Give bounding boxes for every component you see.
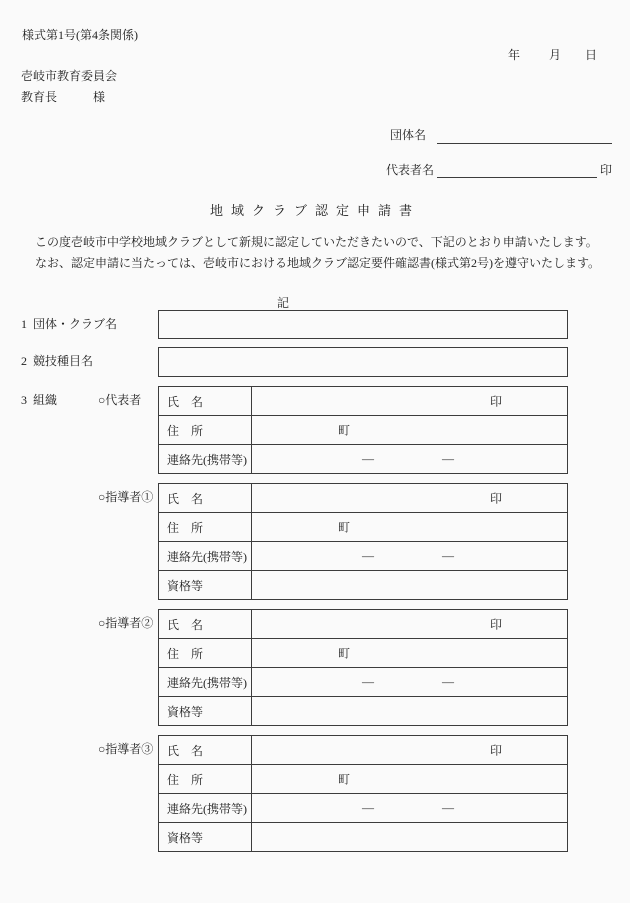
form-number: 様式第1号(第4条関係) [22,28,138,42]
item2-number: 2 [21,354,27,368]
org-row [159,764,567,793]
org-row-value-field[interactable] [252,823,567,851]
phone-dash: ― [442,548,454,563]
org-row-value-field[interactable] [252,794,567,822]
org-row-value-field[interactable] [252,484,567,512]
org-row [159,387,567,415]
town-placeholder: 町 [338,772,351,787]
phone-dash: ― [362,800,374,815]
org-row [159,822,567,851]
org-heading-representative: ○代表者 [98,393,142,407]
org-row-value-field[interactable] [252,736,567,764]
org-row-label: 連絡先(携帯等) [159,794,252,822]
org-row-label: 住 所 [159,416,252,444]
org-row-value-field[interactable] [252,542,567,570]
org-row-value-field[interactable] [252,513,567,541]
org-row-label: 住 所 [159,639,252,667]
item1-number: 1 [21,317,27,331]
group-name-field[interactable] [437,143,612,144]
club-name-field[interactable] [158,310,568,339]
org-row-value-field[interactable] [252,610,567,638]
org-heading-instructor-3: ○指導者③ [98,742,154,756]
org-row-label: 氏 名 [159,736,252,764]
seal-placeholder: 印 [490,743,503,758]
org-row-label: 住 所 [159,765,252,793]
org-row-value-field[interactable] [252,445,567,473]
org-row-value-field[interactable] [252,668,567,696]
org-row-value-field[interactable] [252,387,567,415]
org-row [159,638,567,667]
org-row [159,696,567,725]
phone-dash: ― [362,451,374,466]
addressee-title: 教育長 [21,90,58,104]
representative-name-label: 代表者名 [386,163,435,177]
org-row [159,512,567,541]
phone-dash: ― [442,451,454,466]
org-row-value-field[interactable] [252,765,567,793]
town-placeholder: 町 [338,423,351,438]
body-line-1: この度壱岐市中学校地域クラブとして新規に認定していただきたいので、下記のとおり申請いたします。 [35,235,598,249]
representative-name-field[interactable] [437,177,597,178]
seal-placeholder: 印 [490,617,503,632]
org-row-label: 氏 名 [159,484,252,512]
body-line-2: なお、認定申請に当たっては、壱岐市における地域クラブ認定要件確認書(様式第2号)を遵守いたします。 [35,256,601,270]
phone-dash: ― [442,800,454,815]
org-row-value-field[interactable] [252,416,567,444]
org-row [159,570,567,599]
org-row [159,484,567,512]
sport-type-field[interactable] [158,347,568,377]
seal-placeholder: 印 [490,394,503,409]
org-row-value-field[interactable] [252,571,567,599]
addressee-organization: 壱岐市教育委員会 [21,69,118,83]
org-row [159,667,567,696]
org-row-label: 住 所 [159,513,252,541]
org-row [159,415,567,444]
org-row-label: 氏 名 [159,610,252,638]
item2-label: 競技種目名 [33,354,94,368]
addressee-honorific: 様 [93,90,106,104]
town-placeholder: 町 [338,646,351,661]
town-placeholder: 町 [338,520,351,535]
phone-dash: ― [362,674,374,689]
representative-seal-mark: 印 [600,163,613,177]
org-row [159,736,567,764]
date-day-label: 日 [585,48,598,62]
org-row [159,793,567,822]
item3-number: 3 [21,393,27,407]
org-table-instructor-3 [158,735,568,852]
phone-dash: ― [442,674,454,689]
phone-dash: ― [362,548,374,563]
org-row-label: 連絡先(携帯等) [159,668,252,696]
org-row-label: 資格等 [159,697,252,725]
org-row-label: 資格等 [159,571,252,599]
org-heading-instructor-2: ○指導者② [98,616,154,630]
org-table-instructor-2 [158,609,568,726]
item3-label: 組織 [33,393,58,407]
org-row-value-field[interactable] [252,639,567,667]
record-marker: 記 [277,296,290,310]
item1-label: 団体・クラブ名 [33,317,118,331]
org-row-label: 資格等 [159,823,252,851]
document-title: 地域クラブ認定申請書 [209,203,420,218]
date-year-label: 年 [508,48,521,62]
group-name-label: 団体名 [390,128,427,142]
org-row-label: 連絡先(携帯等) [159,445,252,473]
org-row-value-field[interactable] [252,697,567,725]
org-table-representative [158,386,568,474]
org-row [159,541,567,570]
org-row [159,444,567,473]
date-month-label: 月 [549,48,562,62]
seal-placeholder: 印 [490,491,503,506]
org-row-label: 氏 名 [159,387,252,415]
org-table-instructor-1 [158,483,568,600]
org-heading-instructor-1: ○指導者① [98,490,154,504]
org-row-label: 連絡先(携帯等) [159,542,252,570]
org-row [159,610,567,638]
